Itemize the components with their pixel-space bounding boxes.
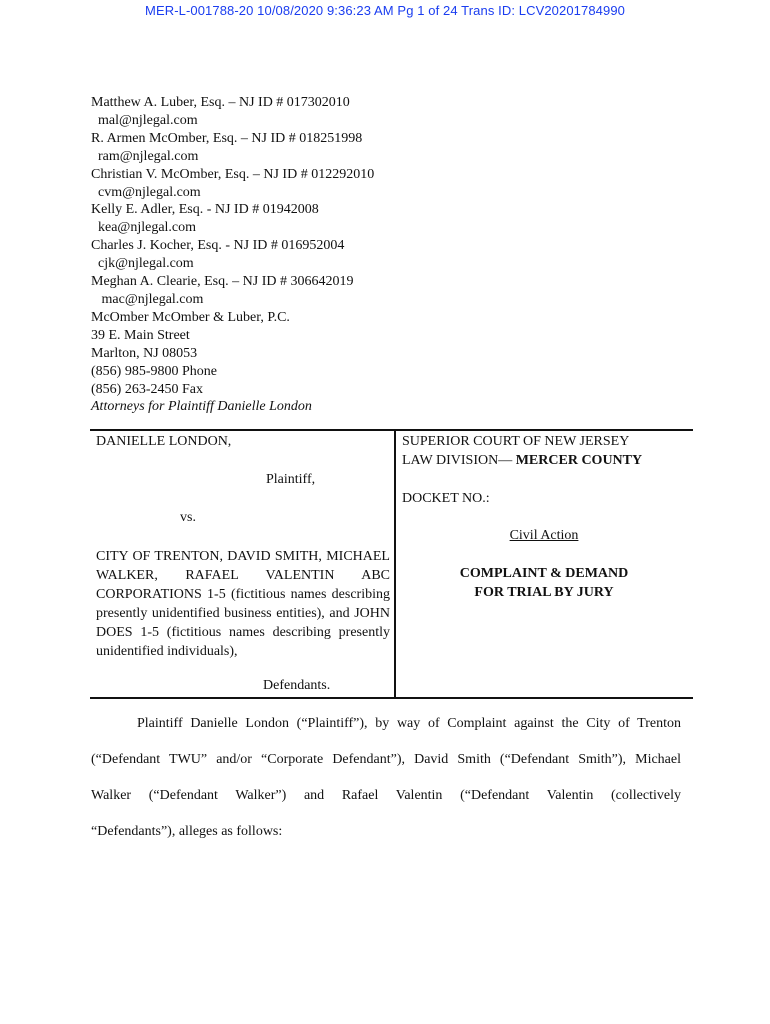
document-title-line-1: COMPLAINT & DEMAND [459, 566, 629, 581]
court-line-1: SUPERIOR COURT OF NEW JERSEY [402, 434, 630, 449]
paragraph-line: “Defendants”), alleges as follows: [91, 824, 283, 839]
firm-phone: (856) 985-9800 Phone [91, 363, 217, 379]
filing-stamp: MER-L-001788-20 10/08/2020 9:36:23 AM Pg 1 of 24 Trans ID: LCV20201784990 [145, 3, 625, 18]
paragraph-line: (“Defendant TWU” and/or “Corporate Defendant”), David Smith (“Defendant Smith”), Michael [91, 752, 681, 767]
complaint-intro-paragraph [91, 706, 681, 850]
action-type: Civil Action [509, 528, 579, 543]
firm-fax: (856) 263-2450 Fax [91, 381, 203, 397]
court-county: MERCER COUNTY [515, 452, 643, 468]
attorney-name: Matthew A. Luber, Esq. – NJ ID # 017302010 [91, 95, 350, 110]
paragraph-line: Plaintiff Danielle London (“Plaintiff”), by way of Complaint against the City of Trenton [137, 716, 681, 731]
attorney-email: cjk@njlegal.com [98, 256, 194, 272]
court-line-2 [402, 452, 692, 471]
attorney-name: Kelly E. Adler, Esq. - NJ ID # 01942008 [91, 202, 319, 218]
attorney-email: cvm@njlegal.com [98, 184, 201, 200]
attorney-name: Charles J. Kocher, Esq. - NJ ID # 016952004 [91, 238, 345, 254]
attorney-name: Christian V. McOmber, Esq. – NJ ID # 012292010 [91, 166, 375, 182]
attorney-email: kea@njlegal.com [98, 220, 197, 236]
docket-number: DOCKET NO.: [402, 491, 490, 506]
firm-city: Marlton, NJ 08053 [91, 345, 198, 361]
court-name [402, 433, 692, 470]
attorney-email: ram@njlegal.com [98, 148, 199, 164]
attorney-email: mal@njlegal.com [98, 112, 198, 128]
document-title [396, 565, 692, 602]
document-title-line-2: FOR TRIAL BY JURY [474, 584, 614, 600]
case-caption [90, 429, 693, 699]
firm-name: McOmber McOmber & Luber, P.C. [91, 309, 290, 325]
paragraph-line: Walker (“Defendant Walker”) and Rafael Valentin (“Defendant Valentin (collectively [91, 788, 681, 803]
court-division: LAW DIVISION— [402, 452, 516, 468]
versus-label: vs. [180, 510, 196, 525]
representation-line: Attorneys for Plaintiff Danielle London [91, 399, 312, 415]
attorney-email: mac@njlegal.com [98, 291, 204, 307]
defendants-list: CITY OF TRENTON, DAVID SMITH, MICHAEL WALKER, RAFAEL VALENTIN ABC CORPORATIONS 1-5 (fictitious names describing presently unidentified business entities), and JOHN DOES 1-5 (fictitious names describing presently unidentified individuals), [96, 549, 390, 659]
attorney-name: R. Armen McOmber, Esq. – NJ ID # 018251998 [91, 130, 363, 146]
plaintiff-role: Plaintiff, [266, 472, 316, 487]
caption-divider [394, 431, 396, 697]
attorney-name: Meghan A. Clearie, Esq. – NJ ID # 306642019 [91, 274, 354, 290]
attorney-block [91, 94, 374, 416]
firm-street: 39 E. Main Street [91, 327, 190, 343]
plaintiff-name: DANIELLE LONDON, [96, 434, 232, 449]
defendants-role: Defendants. [263, 678, 331, 693]
